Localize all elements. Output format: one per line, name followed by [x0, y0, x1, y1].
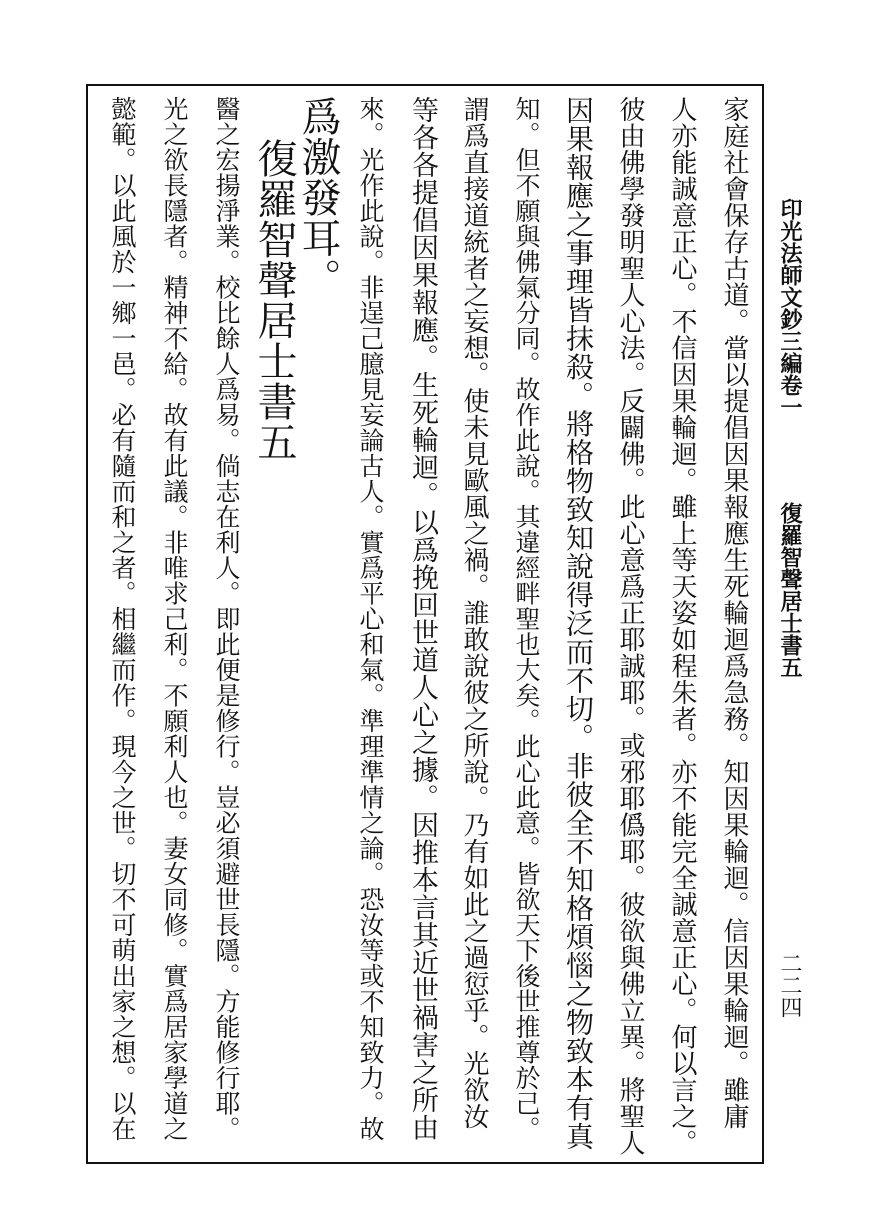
frame-right-border: [762, 84, 764, 1164]
text-column-1: 家庭社會保存古道。當以提倡因果報應生死輪迴爲急務。知因果輪迴。信因果輪迴。雖庸: [719, 96, 749, 1130]
text-column-5: 知。但不願與佛氣分同。故作此說。其違經畔聖也大矣。此心此意。皆欲天下後世推尊於己。: [512, 96, 541, 1142]
text-column-2: 人亦能誠意正心。不信因果輪迴。雖上等天姿如程朱者。亦不能完全誠意正心。何以言之。: [667, 96, 697, 1156]
text-column-6: 謂爲直接道統者之妄想。使未見歐風之禍。誰敢說彼之所說。乃有如此之過愆乎。光欲汝: [459, 96, 489, 1130]
frame-bottom-border: [86, 1162, 764, 1164]
page-number: 二二四: [777, 952, 802, 1018]
text-column-11: 醫之宏揚淨業。校比餘人爲易。倘志在利人。即此便是修行。豈必須避世長隱。方能修行耶。: [212, 96, 241, 1142]
text-column-3: 彼由佛學發明聖人心法。反闢佛。此心意爲正耶誠耶。或邪耶僞耶。彼欲與佛立異。將聖人: [615, 96, 645, 1156]
section-title-header: 復羅智聲居士書五: [777, 502, 803, 678]
text-column-9: 爲激發耳。: [295, 96, 341, 299]
text-column-4: 因果報應之事理皆抹殺。將格物致知說得泛而不切。非彼全不知格煩惱之物致本有真: [562, 96, 595, 1151]
letter-title: 復羅智聲居士書五: [251, 138, 297, 462]
book-title-header: 印光法師文鈔三編卷一: [777, 198, 803, 418]
frame-top-border: [86, 84, 764, 86]
text-column-7: 等各各提倡因果報應。生死輪迴。以爲挽回世道人心之據。因推本言其近世禍害之所由: [407, 96, 438, 1141]
text-column-12: 光之欲長隱者。精神不給。故有此議。非唯求己利。不願利人也。妻女同修。實爲居家學道之: [160, 96, 189, 1142]
text-column-13: 懿範。以此風於一鄉一邑。必有隨而和之者。相繼而作。現今之世。切不可萌出家之想。以在: [108, 96, 137, 1142]
text-column-8: 來。光作此說。非逞己臆見妄論古人。實爲平心和氣。準理準情之論。恐汝等或不知致力。故: [356, 96, 385, 1142]
frame-left-border: [86, 84, 88, 1164]
